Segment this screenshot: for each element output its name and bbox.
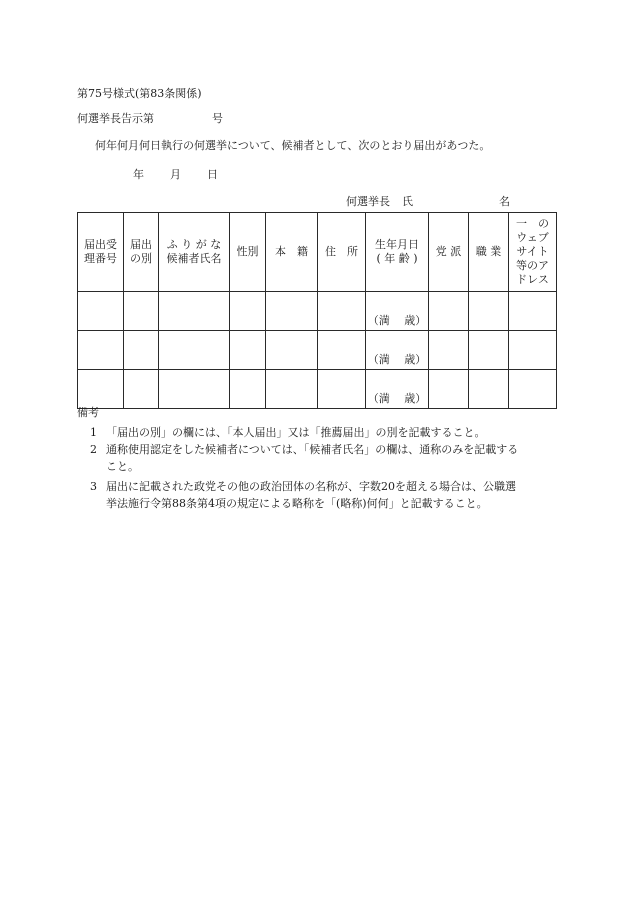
header-gender-line1: 性別 [236,245,259,258]
table-row [78,370,557,409]
header-website-line5: ドレス [516,273,549,286]
cell-receipt-number[interactable] [78,331,124,370]
notice-prefix: 何選挙長告示第 [77,112,154,125]
cell-notice-type[interactable] [124,331,159,370]
remark-text-continued: こと。 [106,460,139,473]
header-notice-type-line1: 届出 [130,238,152,251]
cell-address[interactable] [318,370,366,409]
header-domicile [266,213,318,292]
cell-website[interactable] [509,331,557,370]
official-name-suffix: 名 [499,195,510,208]
cell-candidate-name[interactable] [159,370,230,409]
official-line [346,193,510,209]
header-website-line2: ウェブ [516,231,549,244]
header-notice-type-line2: の別 [130,252,152,265]
official-title: 何選挙長 [346,195,390,208]
cell-occupation[interactable] [469,292,509,331]
cell-receipt-number[interactable] [78,370,124,409]
remark-text-continued: 挙法施行令第88条第4項の規定による略称を「(略称)何何」と記載すること。 [106,497,488,510]
intro-text: 何年何月何日執行の何選挙について、候補者として、次のとおり届出があつた。 [95,139,491,152]
header-birth-date [366,213,429,292]
remark-text: 通称使用認定をした候補者については、「候補者氏名」の欄は、通称のみを記載する [106,443,519,456]
cell-domicile[interactable] [266,292,318,331]
cell-birth-date[interactable]: （満 歳） [366,370,429,409]
remark-number: 3 [90,480,97,493]
cell-address[interactable] [318,331,366,370]
date-year: 年 [133,168,144,181]
remark-item [90,441,556,475]
cell-notice-type[interactable] [124,370,159,409]
cell-website[interactable] [509,292,557,331]
header-gender [230,213,266,292]
table-row [78,331,557,370]
header-candidate-name [159,213,230,292]
remark-number: 1 [90,426,97,439]
cell-notice-type[interactable] [124,292,159,331]
cell-birth-date[interactable]: （満 歳） [366,331,429,370]
date-month: 月 [170,168,181,181]
cell-address[interactable] [318,292,366,331]
header-occupation-line1: 職 業 [475,245,502,258]
header-domicile-line1: 本 籍 [275,245,308,258]
header-receipt-number [78,213,124,292]
header-website-line1: 一 の [516,217,549,230]
remark-item [90,478,556,512]
cell-gender[interactable] [230,292,266,331]
cell-party[interactable] [429,292,469,331]
cell-domicile[interactable] [266,331,318,370]
header-address [318,213,366,292]
header-occupation [469,213,509,292]
date-day: 日 [207,168,218,181]
header-website-line4: 等のア [516,259,549,272]
header-candidate-name-line2: 候補者氏名 [166,252,222,265]
cell-gender[interactable] [230,370,266,409]
cell-occupation[interactable] [469,331,509,370]
table-row [78,292,557,331]
header-birth-date-line1: 生年月日 [375,238,419,251]
cell-gender[interactable] [230,331,266,370]
notice-suffix: 号 [212,112,223,125]
header-receipt-number-line1: 届出受 [84,238,117,251]
header-receipt-number-line2: 理番号 [84,252,117,265]
header-candidate-name-line1: ふ り が な [166,238,222,251]
cell-birth-date[interactable]: （満 歳） [366,292,429,331]
cell-domicile[interactable] [266,370,318,409]
notice-number-line [77,110,223,126]
cell-party[interactable] [429,370,469,409]
cell-party[interactable] [429,331,469,370]
header-notice-type [124,213,159,292]
official-name-label: 氏 [402,195,413,208]
form-number: 第75号様式(第83条関係) [77,87,202,100]
cell-occupation[interactable] [469,370,509,409]
header-website-line3: サイト [516,245,549,258]
remarks-title: 備考 [77,406,99,419]
remark-item [90,424,556,441]
header-party-line1: 党 派 [435,245,462,258]
candidate-notice-table [77,212,557,409]
cell-candidate-name[interactable] [159,292,230,331]
cell-receipt-number[interactable] [78,292,124,331]
remark-number: 2 [90,443,97,456]
header-birth-date-line2: ( 年 齢 ) [376,252,418,265]
date-line [133,166,218,182]
cell-website[interactable] [509,370,557,409]
header-address-line1: 住 所 [325,245,358,258]
cell-candidate-name[interactable] [159,331,230,370]
remark-text: 届出に記載された政党その他の政治団体の名称が、字数20を超える場合は、公職選 [106,480,516,493]
header-website [509,213,557,292]
remark-text: 「届出の別」の欄には、「本人届出」又は「推薦届出」の別を記載すること。 [106,426,486,439]
header-party [429,213,469,292]
table-header-row [78,213,557,292]
